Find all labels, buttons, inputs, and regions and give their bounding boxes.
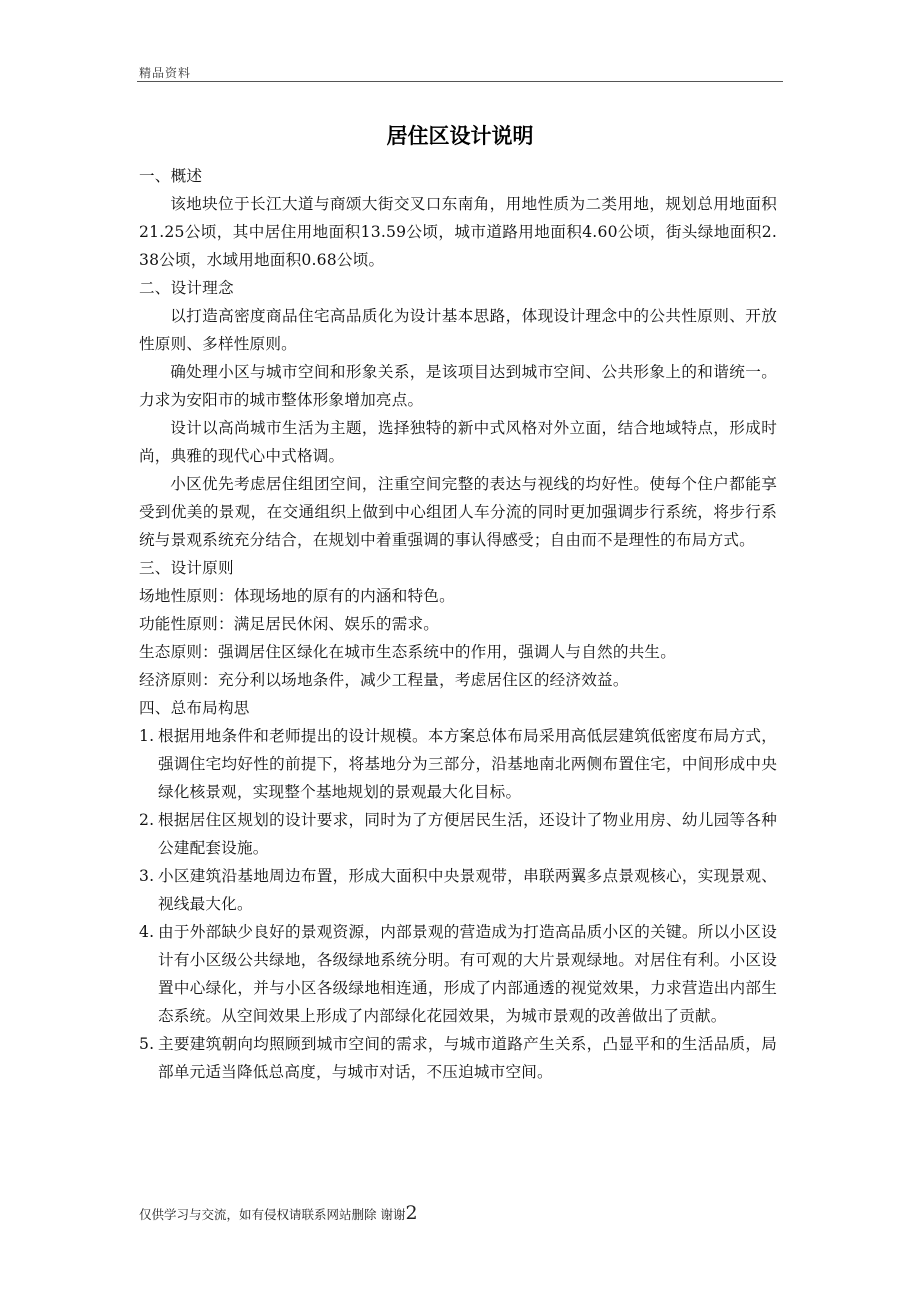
list-text: 根据居住区规划的设计要求，同时为了方便居民生活，还设计了物业用房、幼儿园等各种公建配套设施。	[158, 811, 777, 857]
list-number: 1.	[139, 727, 155, 745]
layout-list-item	[139, 722, 777, 806]
concept-paragraph-2: 确处理小区与城市空间和形象关系，是该项目达到城市空间、公共形象上的和谐统一。力求为安阳市的城市整体形象增加亮点。	[139, 363, 777, 409]
section-heading-principles: 三、设计原则	[139, 559, 234, 577]
header-divider	[137, 81, 783, 82]
page-number: 2	[405, 1202, 418, 1224]
list-number: 2.	[139, 811, 155, 829]
section-heading-concept: 二、设计理念	[139, 279, 234, 297]
layout-list-item	[139, 806, 777, 862]
document-body	[139, 162, 777, 1086]
list-text: 由于外部缺少良好的景观资源，内部景观的营造成为打造高品质小区的关键。所以小区设计有小区级公共绿地，各级绿地系统分明。有可观的大片景观绿地。对居住有利。小区设置中心绿化，并与小区各级绿地相连通，形成了内部通透的视觉效果，力求营造出内部生态系统。从空间效果上形成了内部绿化花园效果，为城市景观的改善做出了贡献。	[158, 923, 777, 1025]
section-heading-overview: 一、概述	[139, 167, 203, 185]
principle-item: 功能性原则：满足居民休闲、娱乐的需求。	[139, 615, 440, 633]
concept-paragraph-1: 以打造高密度商品住宅高品质化为设计基本思路，体现设计理念中的公共性原则、开放性原则、多样性原则。	[139, 307, 777, 353]
footer-note: 仅供学习与交流，如有侵权请联系网站删除 谢谢	[139, 1207, 406, 1222]
concept-paragraph-4: 小区优先考虑居住组团空间，注重空间完整的表达与视线的均好性。使每个住户都能享受到优美的景观，在交通组织上做到中心组团人车分流的同时更加强调步行系统，将步行系统与景观系统充分结合，在规划中着重强调的事认得感受；自由而不是理性的布局方式。	[139, 475, 777, 549]
list-number: 5.	[139, 1035, 155, 1053]
document-title: 居住区设计说明	[386, 123, 534, 148]
list-text: 根据用地条件和老师提出的设计规模。本方案总体布局采用高低层建筑低密度布局方式，强调住宅均好性的前提下，将基地分为三部分，沿基地南北两侧布置住宅，中间形成中央绿化核景观，实现整个基地规划的景观最大化目标。	[158, 727, 777, 801]
list-text: 主要建筑朝向均照顾到城市空间的需求，与城市道路产生关系，凸显平和的生活品质，局部单元适当降低总高度，与城市对话，不压迫城市空间。	[158, 1035, 777, 1081]
section-heading-layout: 四、总布局构思	[139, 699, 250, 717]
list-number: 3.	[139, 867, 155, 885]
header-label: 精品资料	[139, 66, 192, 80]
concept-paragraph-3: 设计以高尚城市生活为主题，选择独特的新中式风格对外立面，结合地域特点，形成时尚，典雅的现代心中式格调。	[139, 419, 777, 465]
overview-paragraph: 该地块位于长江大道与商颂大街交叉口东南角，用地性质为二类用地，规划总用地面积21.25公顷，其中居住用地面积13.59公顷，城市道路用地面积4.60公顷，街头绿地面积2.38公顷，水域用地面积0.68公顷。	[139, 195, 777, 269]
page-footer	[139, 1202, 418, 1224]
layout-list-item	[139, 1030, 777, 1086]
principle-item: 场地性原则：体现场地的原有的内涵和特色。	[139, 587, 455, 605]
list-text: 小区建筑沿基地周边布置，形成大面积中央景观带，串联两翼多点景观核心，实现景观、视线最大化。	[158, 867, 777, 913]
principle-item: 生态原则：强调居住区绿化在城市生态系统中的作用，强调人与自然的共生。	[139, 643, 676, 661]
principle-item: 经济原则：充分利以场地条件，减少工程量，考虑居住区的经济效益。	[139, 671, 629, 689]
layout-list-item	[139, 862, 777, 918]
layout-list-item	[139, 918, 777, 1030]
list-number: 4.	[139, 923, 155, 941]
